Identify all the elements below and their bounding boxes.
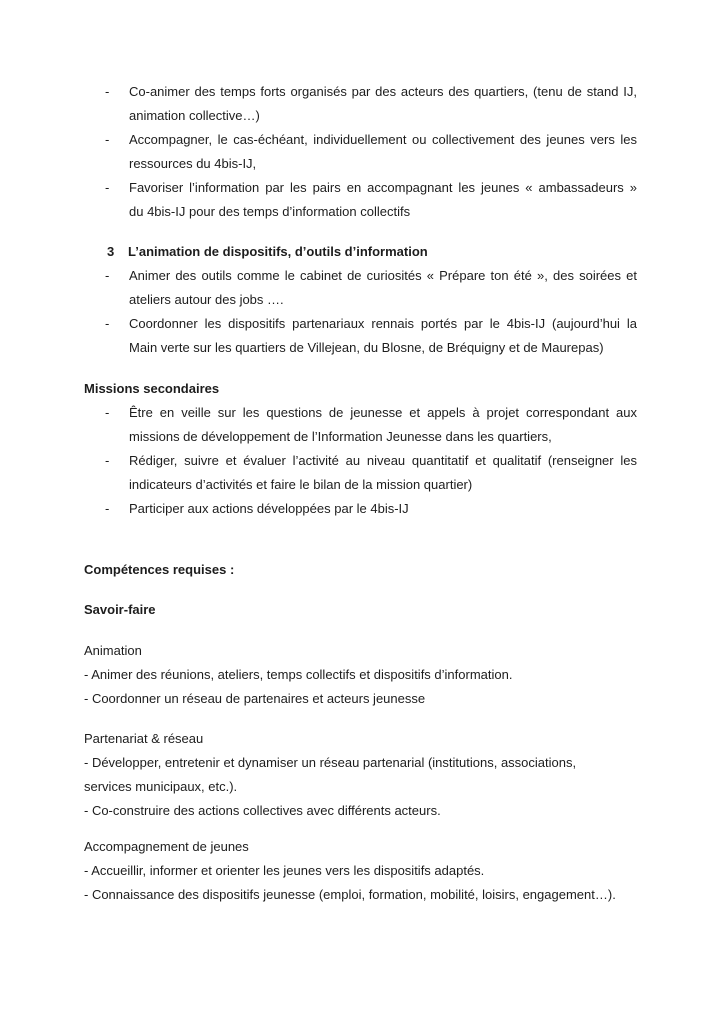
list-item [84,401,637,449]
list-item-line: Co-animer des temps forts organisés par des acteurs des quartiers, (tenu de stand IJ, [129,84,637,99]
section-3 [84,240,637,360]
skill-line: - Animer des réunions, ateliers, temps collectifs et dispositifs d’information. [84,667,513,682]
skill-line: - Accueillir, informer et orienter les jeunes vers les dispositifs adaptés. [84,863,485,878]
intro-bullet-list [84,80,637,224]
section-title: L’animation de dispositifs, d’outils d’information [128,244,428,259]
list-item [84,264,637,312]
skill-line: services municipaux, etc.). [84,779,238,794]
bullet-dash: - [105,405,110,420]
bullet-dash: - [105,132,110,147]
bullet-dash: - [105,84,110,99]
list-item-line: Coordonner les dispositifs partenariaux rennais portés par le 4bis-IJ (aujourd’hui la [129,316,637,331]
list-item [84,497,637,521]
skill-line: - Développer, entretenir et dynamiser un réseau partenarial (institutions, associations, [84,755,577,770]
list-item-line: Animer des outils comme le cabinet de curiosités « Prépare ton été », des soirées et [129,268,637,283]
list-item-line: Accompagner, le cas-échéant, individuellement ou collectivement des jeunes vers les [129,132,637,147]
skill-group-animation [84,639,637,711]
bullet-dash: - [105,316,110,331]
bullet-dash: - [105,268,110,283]
list-item-line: missions de développement de l’Information Jeunesse dans les quartiers, [129,429,552,444]
list-item [84,80,637,128]
list-item-line: Main verte sur les quartiers de Villejean, du Blosne, de Bréquigny et de Maurepas) [129,340,604,355]
list-item-line: ressources du 4bis-IJ, [129,156,257,171]
list-item-line: Être en veille sur les questions de jeunesse et appels à projet correspondant aux [129,405,637,420]
section-3-heading [84,240,637,264]
list-item-line: du 4bis-IJ pour des temps d’information collectifs [129,204,411,219]
skill-group-accompagnement [84,835,637,907]
list-item [84,176,637,224]
skill-group-partenariat [84,727,637,823]
list-item [84,312,637,360]
skill-group-title: Partenariat & réseau [84,731,204,746]
list-item-line: ateliers autour des jobs …. [129,292,284,307]
bullet-dash: - [105,453,110,468]
missions-secondaires-heading: Missions secondaires [84,381,220,396]
list-item-line: Participer aux actions développées par le 4bis-IJ [129,501,409,516]
savoir-faire-heading: Savoir-faire [84,602,156,617]
skill-line: - Coordonner un réseau de partenaires et acteurs jeunesse [84,691,426,706]
skill-line: - Co-construire des actions collectives avec différents acteurs. [84,803,441,818]
list-item-line: Favoriser l’information par les pairs en accompagnant les jeunes « ambassadeurs » [129,180,637,195]
missions-secondaires-section [84,377,637,521]
list-item-line: indicateurs d’activités et faire le bilan de la mission quartier) [129,477,473,492]
bullet-dash: - [105,501,110,516]
skill-group-title: Accompagnement de jeunes [84,839,249,854]
competences-heading: Compétences requises : [84,562,235,577]
list-item-line: animation collective…) [129,108,260,123]
list-item [84,128,637,176]
list-item [84,449,637,497]
list-item-line: Rédiger, suivre et évaluer l’activité au niveau quantitatif et qualitatif (renseigner les [129,453,637,468]
bullet-dash: - [105,180,110,195]
section-number: 3 [107,244,115,259]
skill-line: - Connaissance des dispositifs jeunesse (emploi, formation, mobilité, loisirs, engagement…). [84,887,616,902]
skill-group-title: Animation [84,643,142,658]
